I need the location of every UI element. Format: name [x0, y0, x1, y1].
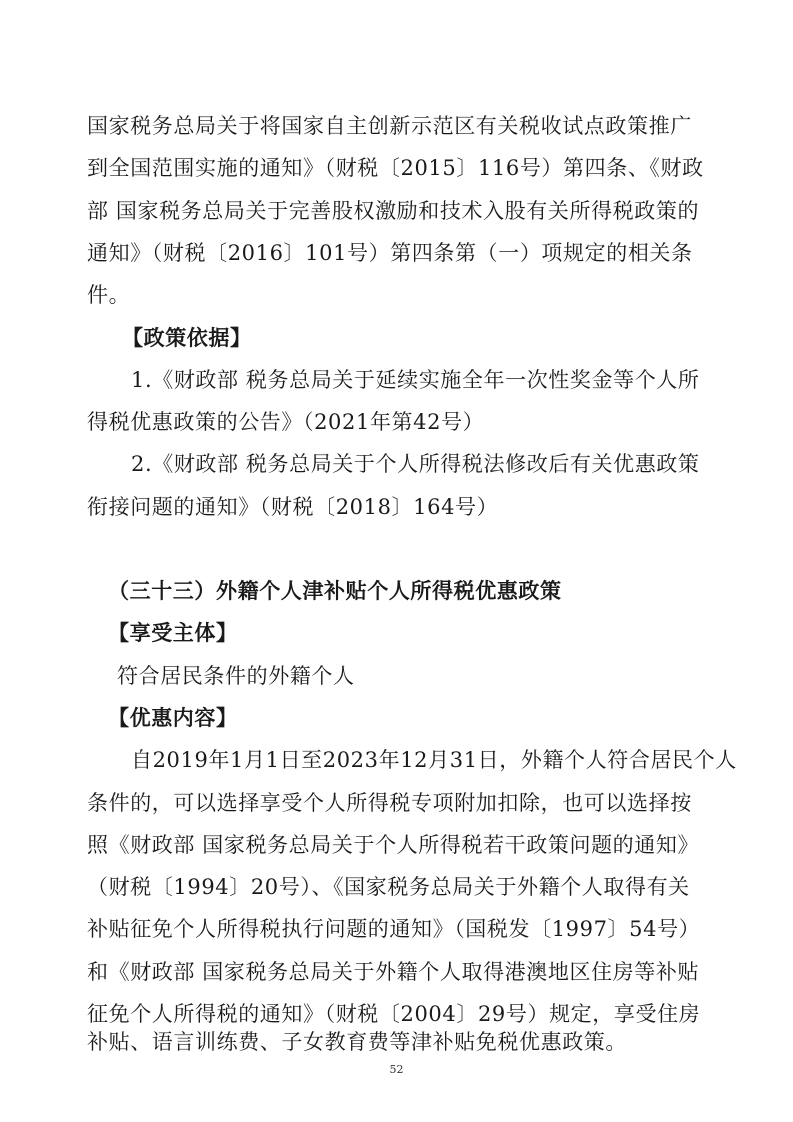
- body-line: 国家税务总局关于将国家自主创新示范区有关税收试点政策推广: [87, 114, 692, 138]
- content-line: 照《财政部 国家税务总局关于个人所得税若干政策问题的通知》: [87, 833, 700, 857]
- content-line: 补贴、语言训练费、子女教育费等津补贴免税优惠政策。: [87, 1030, 627, 1054]
- subject-heading: 【享受主体】: [108, 620, 238, 645]
- body-line: 部 国家税务总局关于完善股权激励和技术入股有关所得税政策的: [87, 199, 700, 223]
- body-line: 通知》（财税〔2016〕101号）第四条第（一）项规定的相关条: [87, 241, 693, 265]
- body-line: 件。: [87, 283, 131, 307]
- content-line: 补贴征免个人所得税执行问题的通知》（国税发〔1997〕54号）: [87, 917, 701, 941]
- policy-basis-item: 1.《财政部 税务总局关于延续实施全年一次性奖金等个人所: [131, 368, 700, 392]
- policy-basis-item: 2.《财政部 税务总局关于个人所得税法修改后有关优惠政策: [131, 452, 700, 476]
- page-number: 52: [389, 1063, 404, 1076]
- body-line: 到全国范围实施的通知》（财税〔2015〕116号）第四条、《财政: [87, 156, 704, 180]
- content-line: 自2019年1月1日至2023年12月31日，外籍个人符合居民个人: [131, 748, 737, 772]
- content-line: （财税〔1994〕20号）、《国家税务总局关于外籍个人取得有关: [87, 875, 690, 899]
- content-line: 征免个人所得税的通知》（财税〔2004〕29号）规定，享受住房: [87, 1002, 701, 1026]
- policy-basis-item: 得税优惠政策的公告》（2021年第42号）: [87, 410, 485, 434]
- section-title: （三十三）外籍个人津补贴个人所得税优惠政策: [108, 578, 562, 603]
- subject-text: 符合居民条件的外籍个人: [117, 664, 355, 688]
- content-line: 和《财政部 国家税务总局关于外籍个人取得港澳地区住房等补贴: [87, 960, 700, 984]
- policy-basis-heading: 【政策依据】: [122, 325, 252, 350]
- content-line: 条件的，可以选择享受个人所得税专项附加扣除，也可以选择按: [87, 791, 692, 815]
- content-heading: 【优惠内容】: [108, 705, 238, 730]
- policy-basis-item: 衔接问题的通知》（财税〔2018〕164号）: [87, 495, 499, 519]
